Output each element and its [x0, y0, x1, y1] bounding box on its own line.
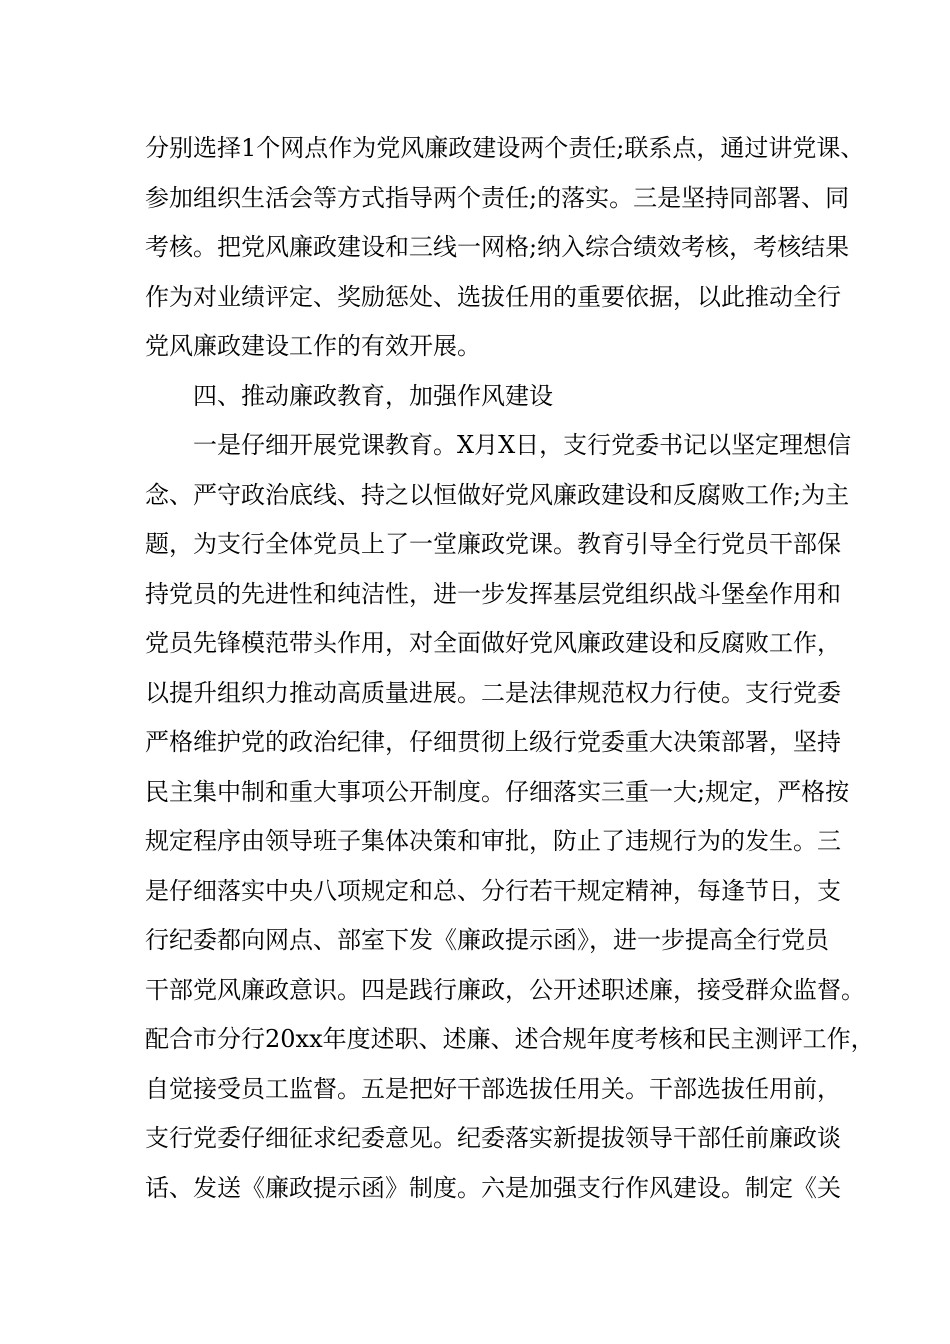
text-line: 规定程序由领导班子集体决策和审批，防止了违规行为的发生。三: [145, 827, 841, 855]
text-line: 念、严守政治底线、持之以恒做好党风廉政建设和反腐败工作;为主: [145, 480, 850, 509]
text-line: 严格维护党的政治纪律，仔细贯彻上级行党委重大决策部署，坚持: [145, 728, 841, 756]
text-line: 自觉接受员工监督。五是把好干部选拔任用关。干部选拔任用前，: [145, 1074, 841, 1103]
text-line: 干部党风廉政意识。四是践行廉政，公开述职述廉，接受群众监督。: [145, 975, 865, 1004]
section-heading: 四、推动廉政教育，加强作风建设: [193, 381, 553, 410]
text-line: 分别选择1个网点作为党风廉政建设两个责任;联系点，通过讲党课、: [145, 134, 865, 162]
text-line: 党员先锋模范带头作用，对全面做好党风廉政建设和反腐败工作，: [145, 629, 841, 657]
text-line: 作为对业绩评定、奖励惩处、选拔任用的重要依据，以此推动全行: [145, 282, 841, 311]
text-line: 是仔细落实中央八项规定和总、分行若干规定精神，每逢节日，支: [145, 876, 841, 905]
text-line: 党风廉政建设工作的有效开展。: [145, 332, 481, 360]
text-line: 配合市分行20xx年度述职、述廉、述合规年度考核和民主测评工作，: [145, 1025, 875, 1053]
body-text: [145, 124, 875, 1213]
text-line: 考核。把党风廉政建设和三线一网格;纳入综合绩效考核，考核结果: [145, 233, 850, 261]
text-line: 民主集中制和重大事项公开制度。仔细落实三重一大;规定，严格按: [145, 777, 850, 806]
text-line: 话、发送《廉政提示函》制度。六是加强支行作风建设。制定《关: [145, 1173, 841, 1202]
text-line: 行纪委都向网点、部室下发《廉政提示函》，进一步提高全行党员: [145, 926, 829, 954]
text-line: 一是仔细开展党课教育。X月X日，支行党委书记以坚定理想信: [193, 431, 852, 459]
text-line: 支行党委仔细征求纪委意见。纪委落实新提拔领导干部任前廉政谈: [145, 1124, 841, 1152]
text-line: 参加组织生活会等方式指导两个责任;的落实。三是坚持同部署、同: [145, 183, 850, 212]
text-line: 题，为支行全体党员上了一堂廉政党课。教育引导全行党员干部保: [145, 530, 841, 558]
text-line: 持党员的先进性和纯洁性，进一步发挥基层党组织战斗堡垒作用和: [145, 579, 841, 608]
text-line: 以提升组织力推动高质量进展。二是法律规范权力行使。支行党委: [145, 678, 841, 707]
